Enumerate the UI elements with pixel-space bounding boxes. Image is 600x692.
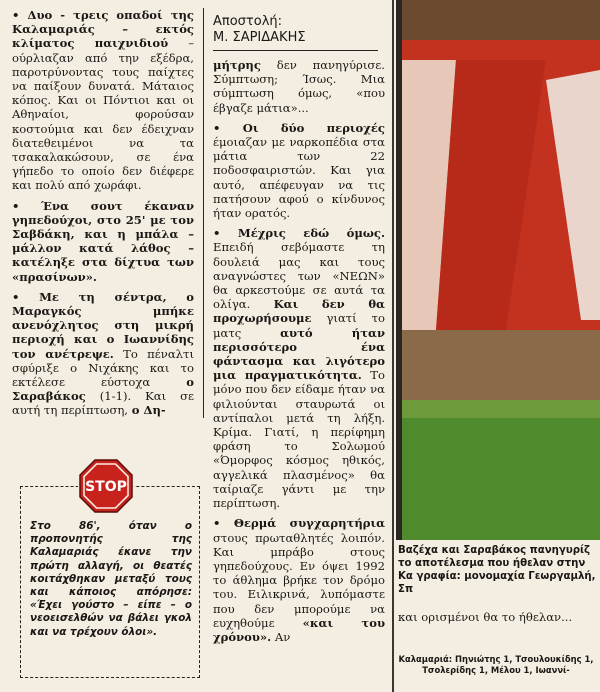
lineup-ratings: Καλαμαριά: Πηνιώτης 1, Τσουλουκίδης 1, Τσολερίδης 1, Μέλου 1, Ιωαννί- — [398, 654, 594, 675]
photo-divider — [392, 0, 394, 692]
paragraph-ghost-match: • Μέχρις εδώ όμως. Επειδή σεβόμαστε τη δουλειά μας και τους αναγνώστες των «ΝΕΩΝ» θα αρκεστούμε σε αυτά τα ολίγα. Και δεν θα προχωρήσουμε γιατί το ματς αυτό ήταν περισσότερο ένα φάντασμα και λιγότερο μια πραγματικότητα. Το μόνο που δεν είδαμε ήταν να φιλιούνται σταυρωτά οι αντίπαλοι μετά τη λήξη. Κρίμα. Γιατί, η περίφημη φράση το Σολωμού «Όμορφος κόσμος ηθικός, αγγελικά πλασμένος» θα ταίριαζε γάντι με την περίπτωση. — [213, 226, 385, 511]
paragraph-fans: • Δυο - τρεις οπαδοί της Καλαμαριάς – εκτός κλίματος παιχνιδιού – ούρλιαζαν από την εξέδρα, παροτρύνοντας τους παίχτες να παίξουν δυνατά. Μάταιος κόπος. Και οι Πόντιοι και οι Αθηναίοι, φορούσαν κοστούμια και δεν έδειχναν διατεθειμένοι να τα τσακαλακώσουν, σε ένα γήπεδο το οποίο δεν διέφερε και πολύ από χωράφι. — [12, 8, 194, 193]
paragraph-penalty: • Με τη σέντρα, ο Μαραγκός μπήκε ανενόχλητος στη μικρή περιοχή και ο Ιωαννίδης τον ανέτρεψε. Το πέναλτι σφύριξε ο Νιχάκης και το εκτέλεσε εύστοχα ο Σαραβάκος (1-1). Και σε αυτή τη περίπτωση, ο Δη- — [12, 289, 194, 418]
byline: Αποστολή: Μ. ΣΑΡΙΔΑΚΗΣ — [213, 14, 378, 51]
paragraph-congratulations: • Θερμά συγχαρητήρια στους πρωταθλητές λοιπόν. Και μπράβο στους γηπεδούχους. Εν όψει 1992 το άθλημα βρήκε τον δρόμο του. Ειλικρινά, λυπόμαστε που δεν μπορούμε να ευχηθούμε «και του χρόνου». Αν — [213, 516, 385, 644]
article-column-middle — [213, 58, 385, 650]
stop-anecdote: Στο 86', όταν ο προπονητής της Καλαμαριάς έκανε την πρώτη αλλαγή, οι θεατές κοιτάχθηκαν μεταξύ τους και κάποιος απόρησε: «Έχει γούστο – είπε – ο νεοεισελθών να βάλει γκολ και να τρέχουν όλοι». — [30, 520, 192, 638]
trailing-text: και ορισμένοι θα το ήθελαν... — [398, 610, 573, 624]
stop-sign-icon — [78, 458, 134, 514]
paragraph-minefields: • Οι δύο περιοχές έμοιαζαν με ναρκοπέδια στα μάτια των 22 ποδοσφαιριστών. Και για αυτό, απέφευγαν να τις πατήσουν αφού ο κίνδυνος ήταν ορατός. — [213, 120, 385, 221]
paragraph-goal: • Ένα σουτ έκαναν γηπεδούχοι, στο 25' με τον Σαβδάκη, και η μπάλα – μάλλον κατά λάθος – κατέληξε στα δίχτυα των «πρασίνων». — [12, 198, 194, 284]
article-column-left — [12, 8, 194, 424]
column-divider — [203, 8, 204, 418]
photo-caption: Βαζέχα και Σαραβάκος πανηγυρίζ το αποτέλεσμα που ήθελαν στην Κα γραφία: μονομαχία Γεωργαμλή, Σπ — [398, 545, 596, 595]
stop-sign-label: STOP — [85, 479, 127, 495]
match-photo — [396, 0, 600, 540]
paragraph-celebration: μήτρης δεν πανηγύρισε. Σύμπτωση; Ίσως. Μια σύμπτωση όμως, «που έβγαζε μάτια»... — [213, 58, 385, 115]
